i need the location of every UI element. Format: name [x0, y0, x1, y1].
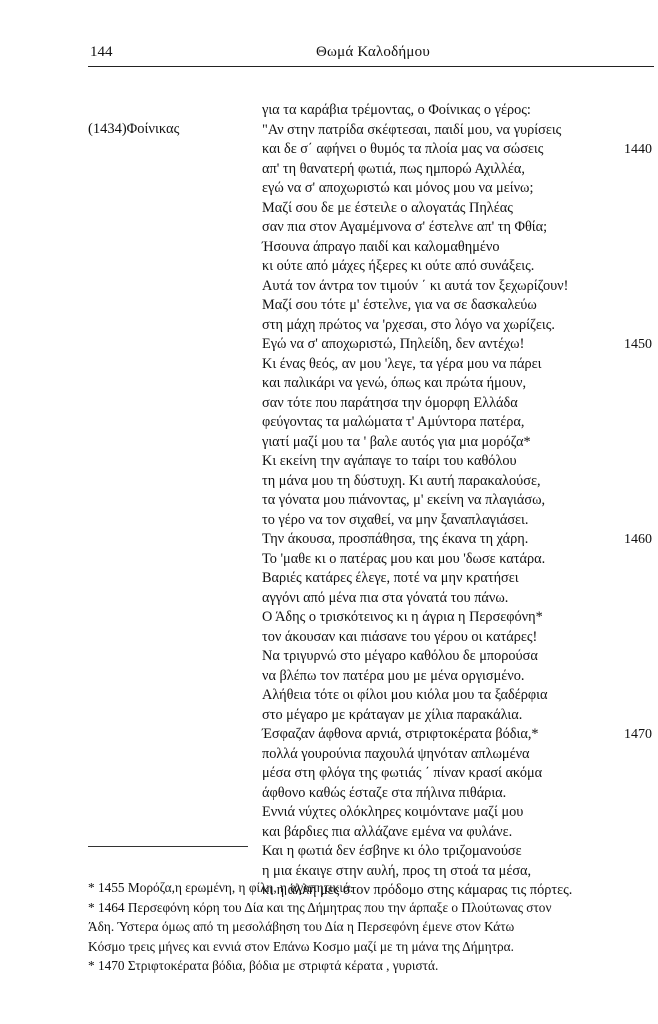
poem-line [262, 628, 607, 648]
poem-line-text: το γέρο να τον σιχαθεί, να μην ξαναπλαγιάσει. [262, 511, 529, 528]
poem-line-text: Μαζί σου τότε μ' έστελνε, για να σε δασκαλεύω [262, 297, 537, 313]
line-number: 1450 [624, 337, 652, 352]
poem-line [262, 140, 652, 160]
poem-line [262, 394, 607, 414]
poem-line-text: και παλικάρι να γενώ, όπως και πρώτα ήμουν, [262, 375, 527, 391]
poem-line [262, 413, 607, 433]
poem-line [262, 569, 607, 589]
line-number: 1440 [624, 142, 652, 157]
footnote-line: Κόσμο τρεις μήνες και εννιά στον Επάνω Κοσμο μαζί με τη μάνα της Δήμητρα. [88, 938, 514, 954]
poem-line [262, 803, 607, 823]
poem-line-text: φεύγοντας τα μαλώματα τ' Αμύντορα πατέρα, [262, 414, 525, 430]
poem-line-text: σαν τότε που παράτησα την όμορφη Ελλάδα [262, 394, 518, 411]
page-number: 144 [90, 44, 113, 60]
poem-line-text: Ο Άδης ο τρισκότεινος κι η άγρια η Περσεφόνη* [262, 609, 543, 625]
poem-line [262, 472, 607, 492]
poem-line-text: εγώ να σ' αποχωριστώ και μόνος μου να μείνω; [262, 180, 534, 196]
poem-line-text: και βάρδιες πια αλλάζανε εμένα να φυλάνε. [262, 823, 513, 840]
poem-line-text: Ήσουνα άπραγο παιδί και καλομαθημένο [262, 238, 500, 255]
poem-line [262, 589, 607, 609]
poem-line [262, 491, 607, 511]
poem-line-text: Εγώ να σ' αποχωριστώ, Πηλείδη, δεν αντέχω! [262, 336, 525, 352]
poem-line-text: Να τριγυρνώ στο μέγαρο καθόλου δε μπορούσα [262, 648, 538, 664]
poem-line [262, 101, 607, 121]
poem-line [262, 823, 607, 843]
poem-line-text: στο μέγαρο με κράταγαν με χίλια παρακάλια. [262, 706, 523, 723]
poem-text [262, 101, 652, 901]
poem-line [262, 199, 607, 219]
poem-line-text: άφθονο καθώς έσταζε στα πήλινα πιθάρια. [262, 784, 507, 801]
poem-line-text: μέσα στη φλόγα της φωτιάς ΄ πίναν κρασί ακόμα [262, 765, 543, 781]
poem-line [262, 335, 652, 355]
line-number: 1470 [624, 727, 652, 742]
footnote-line: * 1470 Στριφτοκέρατα βόδια, βόδια με στριφτά κέρατα , γυριστά. [88, 958, 439, 973]
poem-line [262, 452, 607, 472]
footnote-line: * 1464 Περσεφόνη κόρη του Δία και της Δήμητρας που την άρπαξε ο Πλούτωνας στον [88, 899, 552, 915]
poem-line-text: τον άκουσαν και πιάσανε του γέρου οι κατάρες! [262, 628, 538, 645]
poem-line [262, 686, 607, 706]
footnote [88, 956, 653, 976]
poem-line [262, 433, 607, 453]
poem-line [262, 725, 652, 745]
poem-line-text: η μια έκαιγε στην αυλή, προς τη στοά τα μέσα, [262, 862, 532, 879]
running-title: Θωμά Καλοδήμου [316, 44, 430, 60]
poem-line [262, 277, 607, 297]
poem-line [262, 667, 607, 687]
poem-line-text: Βαριές κατάρες έλεγε, ποτέ να μην κρατήσει [262, 570, 519, 586]
poem-line-text: και δε σ΄ αφήνει ο θυμός τα πλοία μας να σώσεις [262, 141, 544, 157]
poem-line [262, 179, 607, 199]
poem-line-text: Και η φωτιά δεν έσβηνε κι όλο τριζομανούσε [262, 843, 522, 859]
poem-line [262, 784, 607, 804]
poem-line [262, 160, 607, 180]
poem-line-text: τη μάνα μου τη δύστυχη. Κι αυτή παρακαλούσε, [262, 472, 541, 489]
poem-line [262, 355, 607, 375]
poem-line [262, 238, 607, 258]
poem-line [262, 374, 607, 394]
footnote [88, 878, 653, 898]
poem-line-text: στη μάχη πρώτος να 'ρχεσαι, στο λόγο να χωρίζεις. [262, 316, 555, 333]
poem-line-text: πολλά γουρούνια παχουλά ψηνόταν απλωμένα [262, 745, 530, 762]
poem-line-text: γιατί μαζί μου τα ' βαλε αυτός για μια μορόζα* [262, 433, 531, 450]
poem-line-text: για τα καράβια τρέμοντας, ο Φοίνικας ο γέρος: [262, 102, 531, 118]
speaker-label: (1434)Φοίνικας [88, 121, 180, 137]
footnotes [88, 878, 653, 976]
poem-line-text: Κι εκείνη την αγάπαγε το ταίρι του καθόλου [262, 453, 517, 469]
poem-line [262, 647, 607, 667]
footnote-line: * 1455 Μορόζα,η ερωμένη, η φίλη, η αγαπητικιά. [88, 880, 354, 895]
poem-line-text: Αλήθεια τότε οι φίλοι μου κιόλα μου τα ξαδέρφια [262, 687, 548, 703]
poem-line [262, 257, 607, 277]
poem-line-text: Την άκουσα, προσπάθησα, της έκανα τη χάρη. [262, 531, 529, 547]
poem-line-text: να βλέπω τον πατέρα μου με μένα οργισμένο. [262, 667, 525, 684]
poem-line-text: κι ούτε από μάχες ήξερες κι ούτε από συνάξεις. [262, 258, 535, 274]
poem-line [262, 550, 607, 570]
poem-line-text: Εννιά νύχτες ολόκληρες κοιμόντανε μαζί μου [262, 804, 524, 820]
poem-line [262, 745, 607, 765]
poem-line-text: σαν πια στον Αγαμέμνονα σ' έστελνε απ' τη Φθία; [262, 219, 548, 235]
poem-line-text: Κι ένας θεός, αν μου 'λεγε, τα γέρα μου να πάρει [262, 355, 542, 372]
poem-line [262, 218, 607, 238]
poem-line-text: Έσφαζαν άφθονα αρνιά, στριφτοκέρατα βόδια,* [262, 726, 539, 742]
poem-line-text: κι η άλλη μες στον πρόδομο στης κάμαρας τις πόρτες. [262, 882, 573, 898]
poem-line [262, 511, 607, 531]
poem-line [262, 842, 607, 862]
poem-line [262, 296, 607, 316]
poem-line-text: Μαζί σου δε με έστειλε ο αλογατάς Πηλέας [262, 199, 513, 216]
poem-line [262, 608, 607, 628]
poem-line-text: αγγόνι από μένα πια στα γόνατά του πάνω. [262, 589, 509, 606]
header-rule [88, 66, 654, 67]
poem-line-text: "Αν στην πατρίδα σκέφτεσαι, παιδί μου, να γυρίσεις [262, 121, 562, 138]
poem-line-text: τα γόνατα μου πιάνοντας, μ' εκείνη να πλαγιάσω, [262, 492, 546, 508]
line-number: 1460 [624, 532, 652, 547]
poem-line-text: Το 'μαθε κι ο πατέρας μου και μου 'δωσε κατάρα. [262, 550, 546, 567]
poem-line [262, 530, 652, 550]
footnote [88, 898, 653, 957]
poem-line [262, 764, 607, 784]
poem-line-text: απ' τη θανατερή φωτιά, πως ημπορώ Αχιλλέα, [262, 160, 525, 177]
poem-line [262, 316, 607, 336]
poem-line [262, 121, 607, 141]
page-header [90, 44, 652, 68]
poem-line [262, 706, 607, 726]
poem-line-text: Αυτά τον άντρα τον τιμούν ΄ κι αυτά τον ξεχωρίζουν! [262, 277, 569, 294]
footnote-rule [88, 846, 248, 847]
footnote-line: Άδη. Ύστερα όμως από τη μεσολάβηση του Δία η Περσεφόνη έμενε στον Κάτω [88, 919, 515, 934]
